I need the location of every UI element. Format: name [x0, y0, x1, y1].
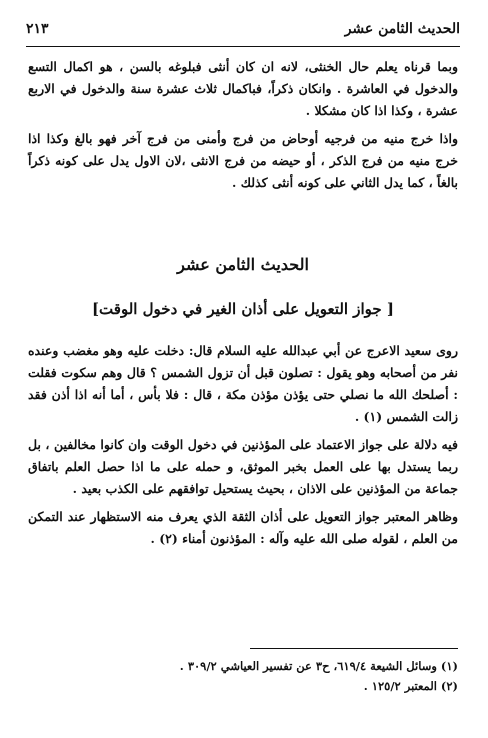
- body-text-bottom: [28, 340, 458, 556]
- body-text-top: [28, 56, 458, 200]
- chapter-title: [ جواز التعويل على أذان الغير في دخول الوقت]: [91, 300, 395, 318]
- footnote: (٢) المعتبر ١٢٥/٢ .: [363, 679, 458, 693]
- running-title: الحديث الثامن عشر: [344, 21, 460, 37]
- page-number: ٢١٣: [26, 21, 49, 37]
- page-header: [26, 14, 460, 44]
- paragraph: فيه دلالة على جواز الاعتماد على المؤذنين في دخول الوقت وان كانوا مخالفين ، بل ربما يستدل بها على العمل بخبر الموثق، و حمله على ما اذا حصل العلم باتفاق جماعة من المؤذنين على الاذان ، بحيث يستحيل توافقهم على الكذب بعيد .: [28, 437, 458, 496]
- footnote-divider: [250, 648, 458, 649]
- header-divider: [26, 46, 460, 47]
- section-title: الحديث الثامن عشر: [177, 255, 309, 274]
- paragraph: وبما قرناه يعلم حال الخنثى، لانه ان كان أنثى فبلوغه بالسن ، هو اكمال التسع والدخول في العاشرة . وانكان ذكراً، فباكمال ثلاث عشرة سنة والدخول في الاربع عشرة ، وكذا اذا كان مشكلا .: [28, 59, 458, 118]
- paragraph: وظاهر المعتبر جواز التعويل على أذان الثقة الذي يعرف منه الاستظهار عند التمكن من العلم ، لقوله صلى الله عليه وآله : المؤذنون أمناء (٢) .: [28, 509, 458, 546]
- paragraph: روى سعيد الاعرج عن أبي عبدالله عليه السلام قال: دخلت عليه وهو مغضب وعنده نفر من أصحابه وهو يقول : تصلون قبل أن تزول الشمس ؟ قال وهم سكوت فقلت : أصلحك الله ما نصلي حتى يؤذن مؤذن مكة ، قال : فلا بأس ، أما أنه اذا أذن فقد زالت الشمس (١) .: [28, 343, 458, 424]
- footnote: (١) وسائل الشيعة ٦١٩/٤، ح٣ عن تفسير العياشي ٣٠٩/٢ .: [179, 659, 458, 673]
- paragraph: واذا خرج منيه من فرجيه أوحاض من فرج وأمنى من فرج آخر فهو بالغ وكذا اذا خرج منيه من فرج الذكر ، أو حيضه من فرج الانثى ،لان الاول يدل على كونه ذكراً بالغاً ، كما يدل الثاني على كونه أنثى كذلك .: [28, 131, 458, 190]
- footnotes: [28, 656, 458, 696]
